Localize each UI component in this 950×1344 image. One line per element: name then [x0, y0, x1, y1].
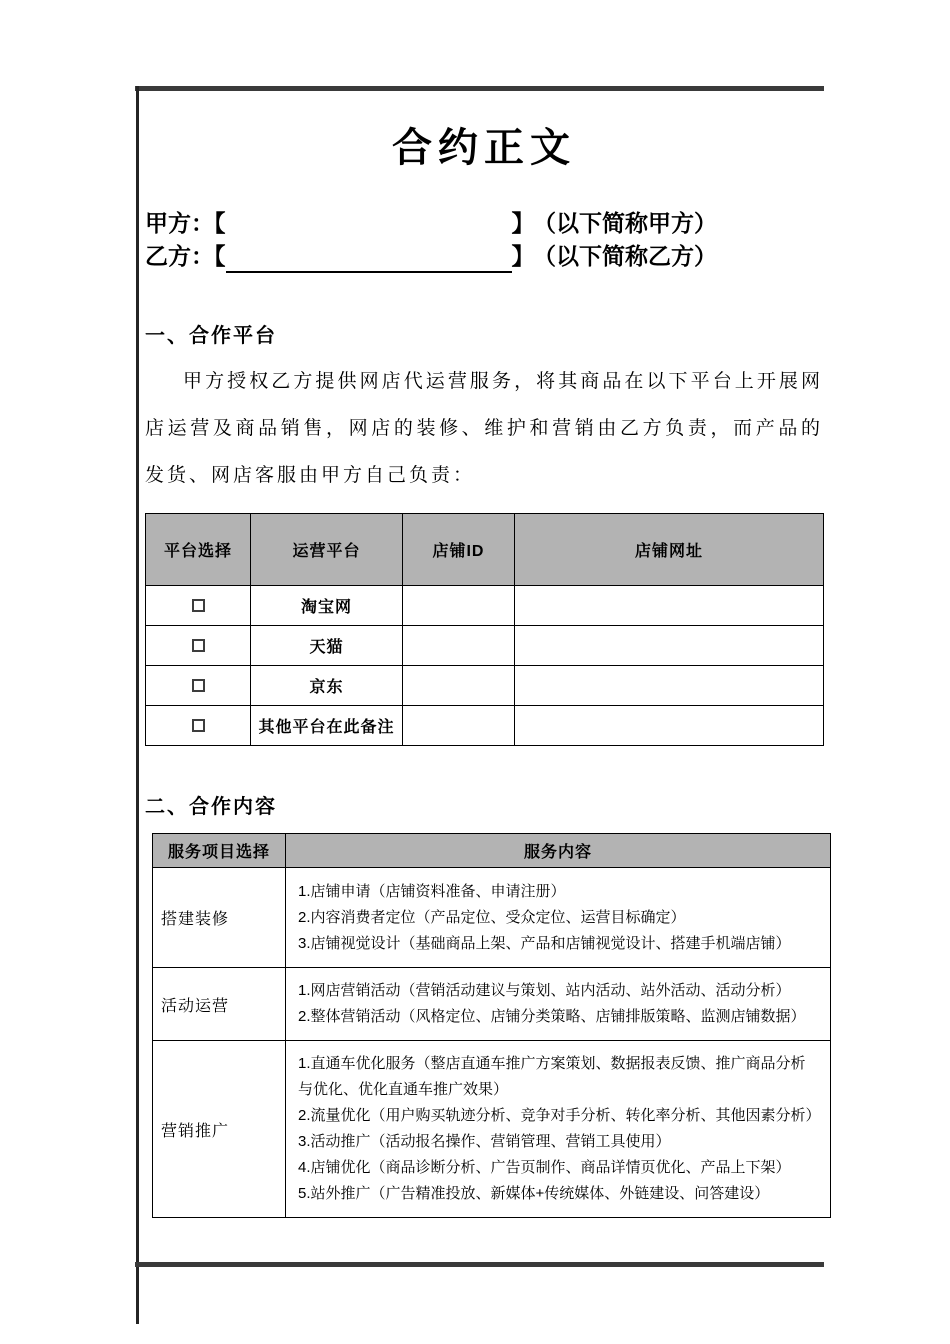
service-content-line: 2.内容消费者定位（产品定位、受众定位、运营目标确定）	[298, 908, 686, 926]
platform-table-row	[146, 586, 824, 626]
header-platform-select: 平台选择	[146, 514, 251, 586]
service-content-line: 2.整体营销活动（风格定位、店铺分类策略、店铺排版策略、监测店铺数据）	[298, 1008, 806, 1025]
shop-url-cell[interactable]	[515, 586, 824, 626]
shop-id-cell[interactable]	[403, 626, 515, 666]
header-platform-name: 运营平台	[251, 514, 403, 586]
shop-id-cell[interactable]	[403, 666, 515, 706]
parties-block	[145, 207, 823, 273]
checkbox-icon[interactable]	[192, 719, 205, 732]
services-table-row	[153, 968, 831, 1041]
header-service-select: 服务项目选择	[153, 834, 286, 868]
service-item: 活动运营	[153, 968, 286, 1041]
party-b-open-bracket: 【	[214, 243, 226, 269]
party-a-label: 甲方：	[145, 210, 214, 236]
platform-table-row	[146, 706, 824, 746]
platform-name: 淘宝网	[251, 586, 403, 626]
platform-name: 京东	[251, 666, 403, 706]
service-item: 搭建装修	[153, 868, 286, 968]
service-content-line: 1.店铺申请（店铺资料准备、申请注册）	[298, 882, 566, 900]
platform-select-cell[interactable]	[146, 706, 251, 746]
checkbox-icon[interactable]	[192, 679, 205, 692]
party-a-blank-field[interactable]	[226, 215, 512, 240]
service-content	[286, 868, 831, 968]
platform-table-header-row	[146, 514, 824, 586]
platform-table	[145, 513, 824, 746]
party-b-note: （以下简称乙方）	[544, 243, 717, 269]
service-content-line: 1.直通车优化服务（整店直通车推广方案策划、数据报表反馈、推广商品分析与优化、优化直通车推广效果）	[298, 1055, 806, 1098]
shop-id-cell[interactable]	[403, 706, 515, 746]
checkbox-icon[interactable]	[192, 599, 205, 612]
party-a-open-bracket: 【	[214, 210, 226, 236]
service-content	[286, 1041, 831, 1218]
platform-name: 天猫	[251, 626, 403, 666]
header-shop-url: 店铺网址	[515, 514, 824, 586]
shop-url-cell[interactable]	[515, 626, 824, 666]
section-2-heading: 二、合作内容	[145, 796, 277, 818]
platform-select-cell[interactable]	[146, 666, 251, 706]
shop-id-cell[interactable]	[403, 586, 515, 626]
platform-table-row	[146, 666, 824, 706]
platform-table-row	[146, 626, 824, 666]
service-content-line: 3.活动推广（活动报名操作、营销管理、营销工具使用）	[298, 1133, 671, 1150]
header-service-content: 服务内容	[286, 834, 831, 868]
services-table-row	[153, 868, 831, 968]
party-a-note: （以下简称甲方）	[544, 210, 717, 236]
services-table-header-row	[153, 834, 831, 868]
page-border-top	[135, 86, 824, 91]
section-1-heading: 一、合作平台	[145, 325, 277, 347]
platform-name: 其他平台在此备注	[251, 706, 403, 746]
section-1-paragraph: 甲方授权乙方提供网店代运营服务，将其商品在以下平台上开展网店运营及商品销售，网店的装修、维护和营销由乙方负责，而产品的发货、网店客服由甲方自己负责：	[145, 371, 823, 486]
document-page	[145, 92, 823, 1218]
service-content-line: 4.店铺优化（商品诊断分析、广告页制作、商品详情页优化、产品上下架）	[298, 1159, 791, 1176]
services-table	[152, 833, 831, 1218]
service-content-line: 5.站外推广（广告精准投放、新媒体+传统媒体、外链建设、问答建设）	[298, 1185, 770, 1202]
party-a-line	[145, 207, 823, 240]
platform-select-cell[interactable]	[146, 586, 251, 626]
service-content-line: 2.流量优化（用户购买轨迹分析、竞争对手分析、转化率分析、其他因素分析）	[298, 1107, 821, 1124]
party-b-close-bracket: 】	[511, 243, 535, 269]
header-shop-id: 店铺ID	[403, 514, 515, 586]
party-b-label: 乙方：	[145, 243, 214, 269]
service-content	[286, 968, 831, 1041]
shop-url-cell[interactable]	[515, 666, 824, 706]
platform-select-cell[interactable]	[146, 626, 251, 666]
party-b-line	[145, 240, 823, 273]
service-content-line: 3.店铺视觉设计（基础商品上架、产品和店铺视觉设计、搭建手机端店铺）	[298, 934, 791, 952]
page-border-left	[136, 86, 139, 1324]
page-border-bottom	[135, 1262, 824, 1267]
party-b-blank-field[interactable]	[226, 248, 512, 273]
services-table-row	[153, 1041, 831, 1218]
service-content-line: 1.网店营销活动（营销活动建议与策划、站内活动、站外活动、活动分析）	[298, 982, 791, 999]
party-a-close-bracket: 】	[511, 210, 535, 236]
page-title: 合约正文	[392, 126, 576, 170]
service-item: 营销推广	[153, 1041, 286, 1218]
shop-url-cell[interactable]	[515, 706, 824, 746]
checkbox-icon[interactable]	[192, 639, 205, 652]
